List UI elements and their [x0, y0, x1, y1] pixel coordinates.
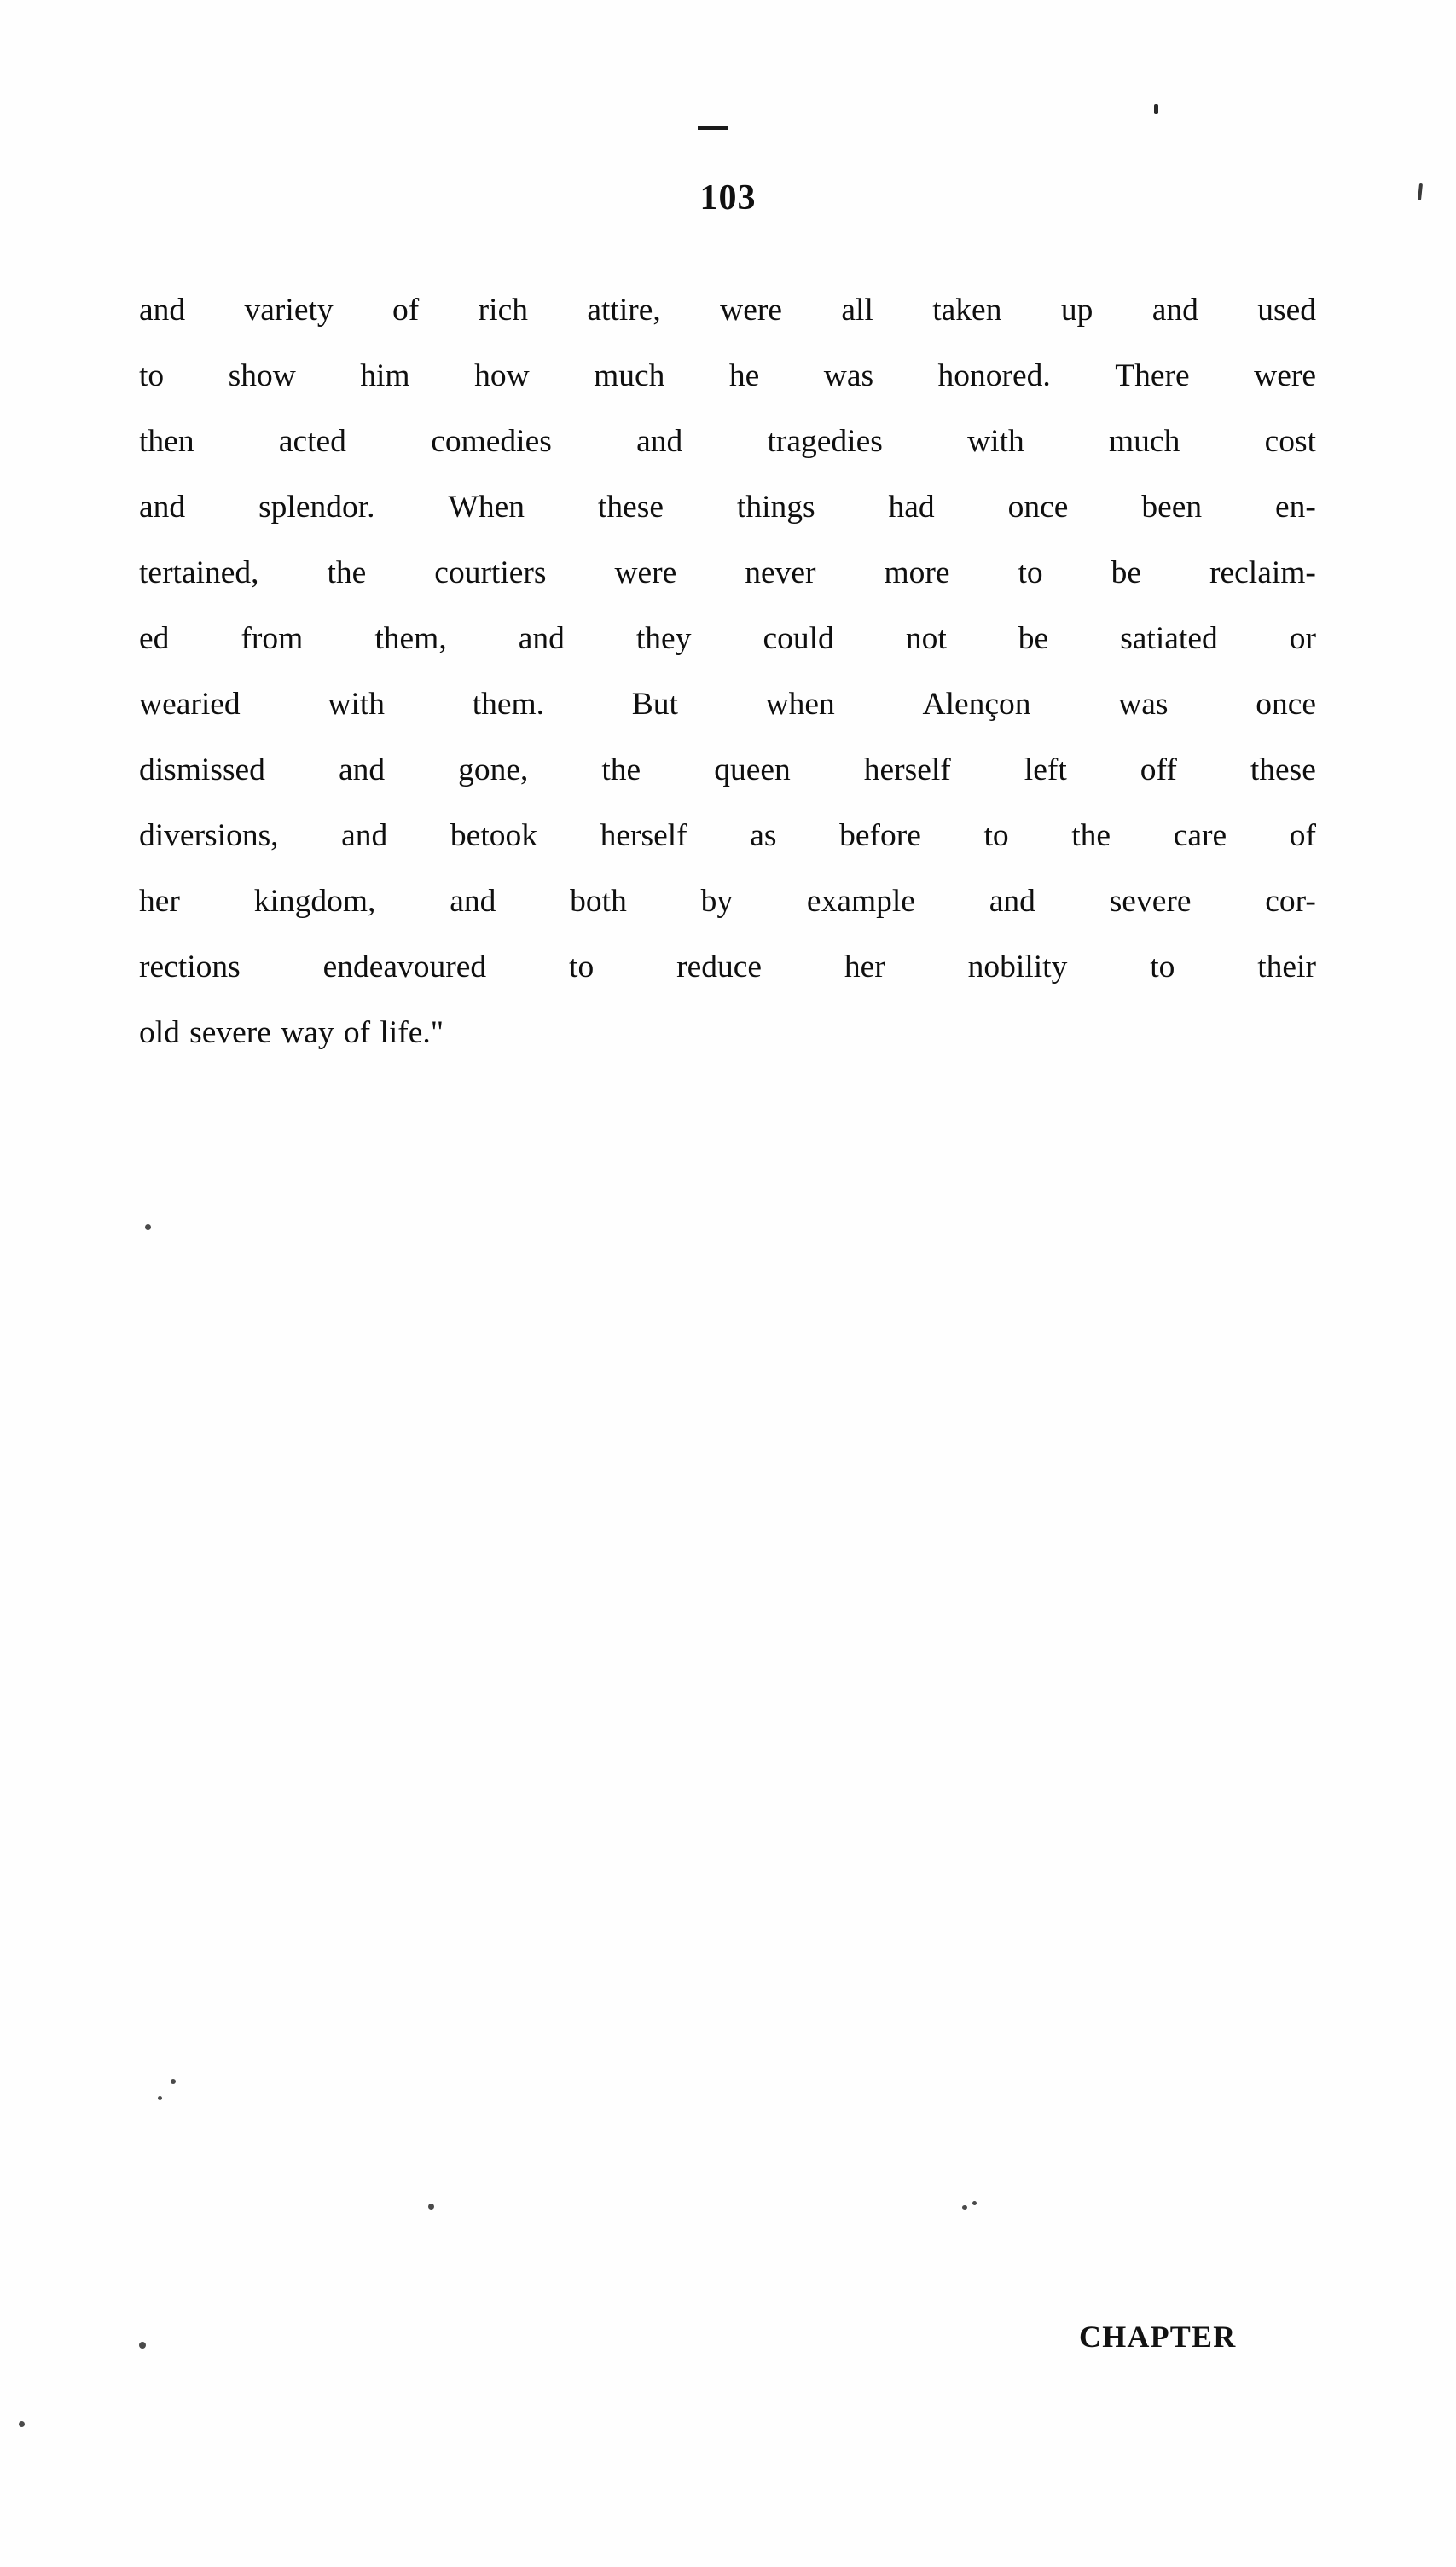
- body-word: off: [1140, 752, 1177, 787]
- body-line: [139, 934, 1316, 1000]
- body-word: was: [823, 358, 874, 393]
- body-word: satiated: [1120, 621, 1218, 656]
- body-word: when: [765, 687, 835, 722]
- body-word: tragedies: [767, 424, 883, 459]
- body-word: be: [1018, 621, 1049, 656]
- body-word: all: [841, 293, 873, 328]
- body-word: herself: [863, 752, 951, 787]
- body-line: [139, 277, 1316, 343]
- body-word: attire,: [587, 293, 661, 328]
- body-word: up: [1060, 293, 1093, 328]
- body-word: from: [241, 621, 304, 656]
- body-word: or: [1289, 621, 1316, 656]
- body-word: severe: [189, 1015, 271, 1050]
- body-word: her: [844, 950, 885, 984]
- body-word: herself: [600, 818, 687, 853]
- body-word: he: [728, 358, 760, 393]
- body-word: nobility: [967, 950, 1068, 984]
- body-word: things: [736, 490, 815, 525]
- body-word: way: [281, 1015, 334, 1050]
- scan-speck-icon: [428, 2204, 434, 2210]
- scan-speck-icon: [1154, 104, 1158, 114]
- body-word: gone,: [458, 752, 529, 787]
- body-word: There: [1115, 358, 1190, 393]
- body-word: how: [474, 358, 530, 393]
- body-word: they: [635, 621, 692, 656]
- body-word: with: [328, 687, 386, 722]
- body-word: left: [1024, 752, 1067, 787]
- body-word: much: [594, 358, 665, 393]
- page-number: 103: [699, 178, 757, 218]
- body-word: dismissed: [139, 752, 265, 787]
- body-word: him: [360, 358, 410, 393]
- body-word: as: [750, 818, 777, 853]
- body-line: [139, 1000, 1316, 1066]
- body-word: show: [228, 358, 296, 393]
- scan-speck-icon: [171, 2079, 176, 2084]
- body-word: once: [1256, 687, 1316, 722]
- body-word: severe: [1109, 884, 1192, 919]
- body-word: used: [1257, 293, 1316, 328]
- body-word: and: [636, 424, 683, 459]
- body-word: and: [518, 621, 565, 656]
- body-word: old: [139, 1015, 180, 1050]
- body-word: cor-: [1265, 884, 1316, 919]
- body-word: could: [763, 621, 834, 656]
- body-word: Alençon: [922, 687, 1031, 722]
- body-line: [139, 540, 1316, 606]
- body-word: was: [1118, 687, 1169, 722]
- body-word: variety: [244, 293, 334, 328]
- body-word: once: [1007, 490, 1069, 525]
- body-word: to: [1018, 555, 1043, 590]
- body-word: these: [597, 490, 664, 525]
- body-line: [139, 737, 1316, 803]
- body-word: them,: [374, 621, 447, 656]
- body-word: never: [745, 555, 816, 590]
- body-word: more: [884, 555, 950, 590]
- body-word: been: [1141, 490, 1203, 525]
- body-word: these: [1250, 752, 1316, 787]
- body-word: courtiers: [434, 555, 547, 590]
- body-word: taken: [932, 293, 1002, 328]
- body-word: had: [888, 490, 935, 525]
- scan-speck-icon: [962, 2205, 967, 2210]
- chapter-heading-fragment: CHAPTER: [1079, 2320, 1237, 2354]
- scan-speck-icon: [139, 2342, 146, 2349]
- body-word: splendor.: [258, 490, 375, 525]
- body-word: the: [601, 752, 641, 787]
- body-word: diversions,: [139, 818, 279, 853]
- body-word: much: [1109, 424, 1180, 459]
- body-word: and: [338, 752, 386, 787]
- body-text-block: [139, 277, 1316, 1066]
- body-word: before: [839, 818, 921, 853]
- body-word: acted: [278, 424, 346, 459]
- body-word: her: [139, 884, 180, 919]
- scan-speck-icon: [145, 1224, 151, 1230]
- body-line: [139, 606, 1316, 671]
- body-word: were: [614, 555, 677, 590]
- scan-speck-icon: [158, 2096, 162, 2100]
- body-word: to: [569, 950, 595, 984]
- body-word: to: [139, 358, 165, 393]
- body-word: to: [1150, 950, 1175, 984]
- body-word: of: [1289, 818, 1316, 853]
- body-word: betook: [450, 818, 537, 853]
- body-word: wearied: [139, 687, 241, 722]
- body-word: example: [806, 884, 915, 919]
- body-word: life.": [380, 1015, 444, 1050]
- body-word: by: [700, 884, 734, 919]
- body-word: rich: [478, 293, 528, 328]
- em-dash-mark: [698, 126, 728, 130]
- body-word: cost: [1264, 424, 1316, 459]
- body-word: them.: [472, 687, 545, 722]
- body-word: to: [983, 818, 1009, 853]
- body-word: were: [720, 293, 782, 328]
- body-word: reclaim-: [1209, 555, 1316, 590]
- body-word: and: [341, 818, 388, 853]
- body-line: [139, 343, 1316, 409]
- body-word: the: [327, 555, 367, 590]
- body-word: honored.: [937, 358, 1051, 393]
- body-word: care: [1173, 818, 1227, 853]
- body-word: the: [1071, 818, 1111, 853]
- body-line: [139, 409, 1316, 474]
- body-line: [139, 474, 1316, 540]
- body-line: [139, 868, 1316, 934]
- body-line: [139, 671, 1316, 737]
- body-word: tertained,: [139, 555, 259, 590]
- body-word: both: [570, 884, 627, 919]
- body-word: When: [448, 490, 525, 525]
- body-line: [139, 803, 1316, 868]
- body-word: not: [905, 621, 947, 656]
- body-word: comedies: [431, 424, 552, 459]
- body-word: of: [392, 293, 420, 328]
- body-word: then: [139, 424, 194, 459]
- body-word: be: [1111, 555, 1142, 590]
- body-word: endeavoured: [322, 950, 487, 984]
- body-word: reduce: [676, 950, 763, 984]
- scan-speck-icon: [19, 2421, 25, 2427]
- body-word: queen: [714, 752, 791, 787]
- body-word: kingdom,: [253, 884, 376, 919]
- body-word: en-: [1275, 490, 1316, 525]
- body-word: were: [1254, 358, 1316, 393]
- body-word: ed: [139, 621, 170, 656]
- body-word: and: [989, 884, 1035, 919]
- body-word: their: [1257, 950, 1316, 984]
- body-word: and: [139, 293, 186, 328]
- scan-speck-icon: [972, 2201, 977, 2205]
- body-word: with: [967, 424, 1024, 459]
- body-word: of: [343, 1015, 371, 1050]
- body-word: and: [1151, 293, 1198, 328]
- body-word: and: [139, 490, 186, 525]
- body-word: rections: [139, 950, 241, 984]
- body-word: But: [631, 687, 678, 722]
- body-word: and: [450, 884, 496, 919]
